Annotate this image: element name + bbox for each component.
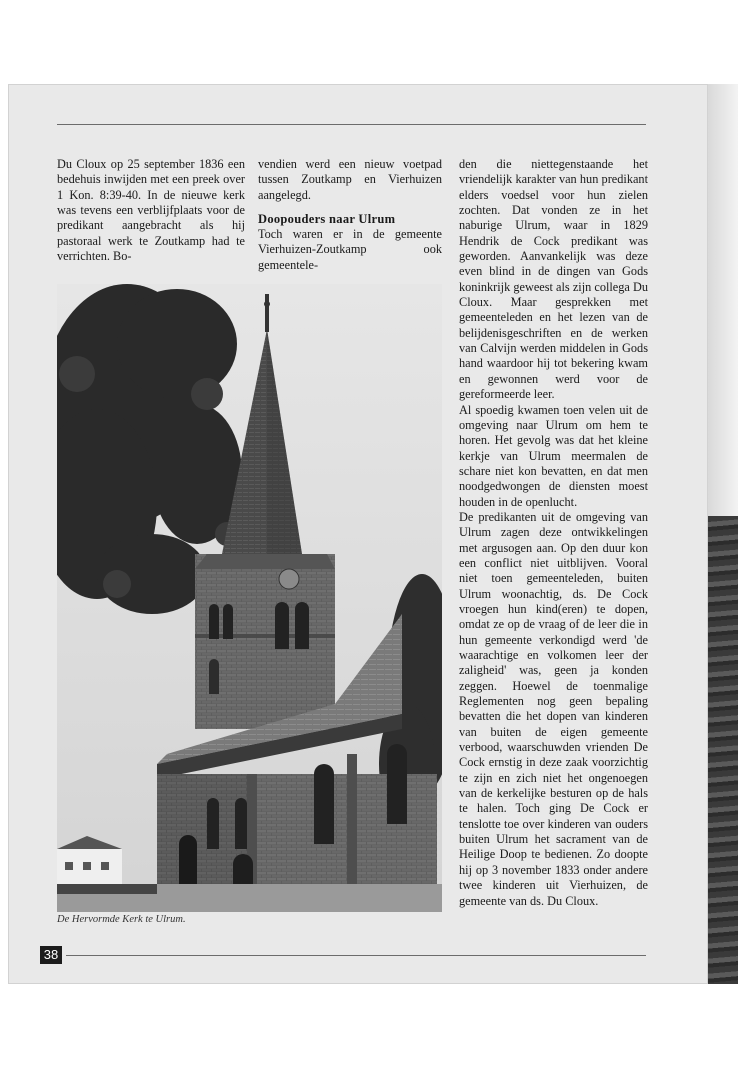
text-column-1 (57, 157, 245, 264)
photo-caption: De Hervormde Kerk te Ulrum. (57, 914, 186, 925)
paragraph: De predikanten uit de omgeving van Ulrum zagen deze ontwikkelingen met argusogen aan. Op den duur kon een conflict niet uitblijven. Vooral niet toen gemeenteleden, buiten Ulrum woonachtig, ds. De Cock vroegen hun kind(eren) te dopen, omdat ze op de vraag of de leer die in hun gemeente verkondigd werd 'de waarachtige en volkomen leer der zaligheid' was, geen ja konden zeggen. Hoewel de toenmalige Reglementen nog geen bepaling bevatten die het dopen van kinderen van buiten de eigen gemeente verbood, waarschuwden vrienden De Cock ernstig in deze zaak voorzichtig te zijn en zich niet het ongenoegen van de kerkelijke besturen op de hals te halen. Toch ging De Cock er tenslotte toe over kinderen van ouders buiten Ulrum het sacrament van de Heilige Doop te bedienen. Zo doopte hij op 3 november 1833 onder andere twee kinderen uit Vierhuizen, de gemeente van ds. Du Cloux. (459, 509, 648, 908)
paragraph: Al spoedig kwamen toen velen uit de omgeving naar Ulrum om hem te horen. Het gevolg was dat het kleine kerkje van Ulrum meermalen de schare niet kon bevatten, en dat men noodgedwongen de diensten moest houden in de openlucht. (459, 402, 648, 509)
text-column-3 (459, 157, 648, 909)
paragraph: den die niettegenstaande het vriendelijk karakter van hun predikant elders voedsel voor hun zielen zochten. Dat vonden ze in het naburige Ulrum, waar in 1829 Hendrik de Cock predikant was geworden. Aanvankelijk was deze even blind in de dingen van Gods koninkrijk geweest als zijn collega Du Cloux. Maar gesprekken met gemeenteleden en het lezen van de belijdenisgeschriften en de werken van Calvijn werden middelen in Gods hand waardoor hij tot bekering kwam en gewonnen werd voor de gereformeerde leer. (459, 157, 648, 402)
church-photo (57, 284, 442, 912)
paragraph: vendien werd een nieuw voetpad tussen Zoutkamp en Vierhuizen aangelegd. (258, 157, 442, 202)
next-page-strip (708, 84, 738, 984)
next-page-photo-edge (708, 516, 738, 984)
top-rule (57, 124, 646, 125)
paragraph: Du Cloux op 25 september 1836 een bedehuis inwijden met een preek over 1 Kon. 8:39-40. In de nieuwe kerk was tevens een verblijfplaats voor de predikant aangebracht als hij pastoraal werk te Zoutkamp had te verrichten. Bo- (57, 157, 245, 264)
bottom-rule (66, 955, 646, 956)
page-number: 38 (40, 946, 62, 964)
section-heading: Doopouders naar Ulrum (258, 212, 396, 227)
paragraph: Toch waren er in de gemeente Vierhuizen-Zoutkamp ook gemeentele- (258, 227, 442, 272)
text-column-2 (258, 157, 442, 273)
